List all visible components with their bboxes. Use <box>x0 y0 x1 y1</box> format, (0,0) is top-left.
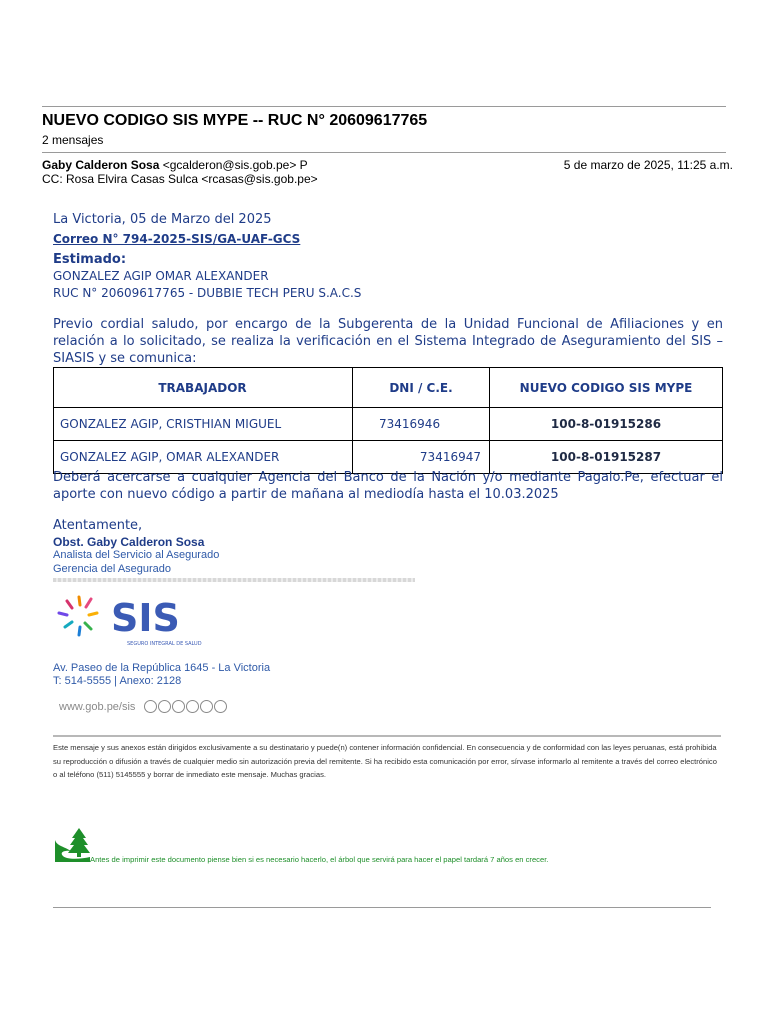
sis-logo <box>53 591 223 653</box>
cell-dni: 73416946 <box>353 408 490 441</box>
sender-email[interactable]: <gcalderon@sis.gob.pe> P <box>162 158 308 172</box>
recipient-name: GONZALEZ AGIP OMAR ALEXANDER <box>53 269 269 283</box>
greeting: Estimado: <box>53 252 127 267</box>
cell-worker: GONZALEZ AGIP, OMAR ALEXANDER <box>54 441 353 474</box>
cell-worker: GONZALEZ AGIP, CRISTHIAN MIGUEL <box>54 408 353 441</box>
website-link[interactable]: www.gob.pe/sis <box>59 701 136 713</box>
place-date: La Victoria, 05 de Marzo del 2025 <box>53 212 272 227</box>
cc-line: CC: Rosa Elvira Casas Sulca <rcasas@sis.gob.pe> <box>42 172 318 186</box>
intro-paragraph: Previo cordial saludo, por encargo de la Subgerenta de la Unidad Funcional de Afiliaciones y en relación a lo solicitado, se realiza la verificación en el Sistema Integrado de Aseguramiento del SIS –SIASIS y se comunica: <box>53 317 723 366</box>
col-header-code: NUEVO CODIGO SIS MYPE <box>490 368 723 408</box>
codes-table <box>53 367 723 474</box>
signature-name: Obst. Gaby Calderon Sosa <box>53 535 205 549</box>
email-subject: NUEVO CODIGO SIS MYPE -- RUC N° 20609617765 <box>42 112 428 129</box>
tiktok-icon[interactable] <box>200 700 213 713</box>
header-divider <box>42 152 726 153</box>
table-header-row <box>54 368 723 408</box>
youtube-icon[interactable] <box>172 700 185 713</box>
disclaimer: Este mensaje y sus anexos están dirigidos exclusivamente a su destinatario y puede(n) contener información confidencial. En consecuencia y de conformidad con las leyes peruanas, está prohibida su reproducción o difusión a través de cualquier medio sin autorización previa del remitente. Si ha recibido esta comunicación por error, sírvase informarlo al remitente a través del correo electrónico o al teléfono (511) 5145555 y borrar de inmediato este mensaje. Muchas gracias. <box>53 743 717 780</box>
flickr-icon[interactable] <box>214 700 227 713</box>
message-count: 2 mensajes <box>42 133 104 147</box>
instagram-icon[interactable] <box>158 700 171 713</box>
signature-title: Analista del Servicio al Asegurado <box>53 549 220 561</box>
footer-divider <box>53 735 721 737</box>
cell-dni: 73416947 <box>353 441 490 474</box>
col-header-dni: DNI / C.E. <box>353 368 490 408</box>
social-icons <box>144 700 228 714</box>
cell-code: 100-8-01915287 <box>490 441 723 474</box>
address: Av. Paseo de la República 1645 - La Victoria <box>53 662 271 674</box>
logo-text: SIS <box>111 596 180 640</box>
table-row <box>54 408 723 441</box>
sender-name[interactable]: Gaby Calderon Sosa <box>42 158 160 172</box>
sender-line <box>42 158 308 172</box>
reference-number: Correo N° 794-2025-SIS/GA-UAF-GCS <box>53 232 301 246</box>
x-icon[interactable] <box>186 700 199 713</box>
phone: T: 514-5555 | Anexo: 2128 <box>53 675 182 687</box>
bottom-divider <box>53 907 711 908</box>
signature-separator <box>53 578 415 582</box>
signature-department: Gerencia del Asegurado <box>53 563 172 575</box>
tree-icon <box>53 826 91 864</box>
logo-subtext: SEGURO INTEGRAL DE SALUD <box>127 641 202 647</box>
top-divider <box>42 106 726 107</box>
cell-code: 100-8-01915286 <box>490 408 723 441</box>
eco-note: Antes de imprimir este documento piense bien si es necesario hacerlo, el árbol que servirá para hacer el papel tardará 7 años en crecer. <box>90 855 549 864</box>
email-date: 5 de marzo de 2025, 11:25 a.m. <box>563 158 733 172</box>
facebook-icon[interactable] <box>144 700 157 713</box>
recipient-ruc: RUC N° 20609617765 - DUBBIE TECH PERU S.A.C.S <box>53 286 362 300</box>
instructions-paragraph: Deberá acercarse a cualquier Agencia del Banco de la Nación y/o mediante Pagalo.Pe, efectuar el aporte con nuevo código a partir de mañana al mediodía hasta el 10.03.2025 <box>53 470 723 502</box>
closing: Atentamente, <box>53 518 143 533</box>
col-header-worker: TRABAJADOR <box>54 368 353 408</box>
